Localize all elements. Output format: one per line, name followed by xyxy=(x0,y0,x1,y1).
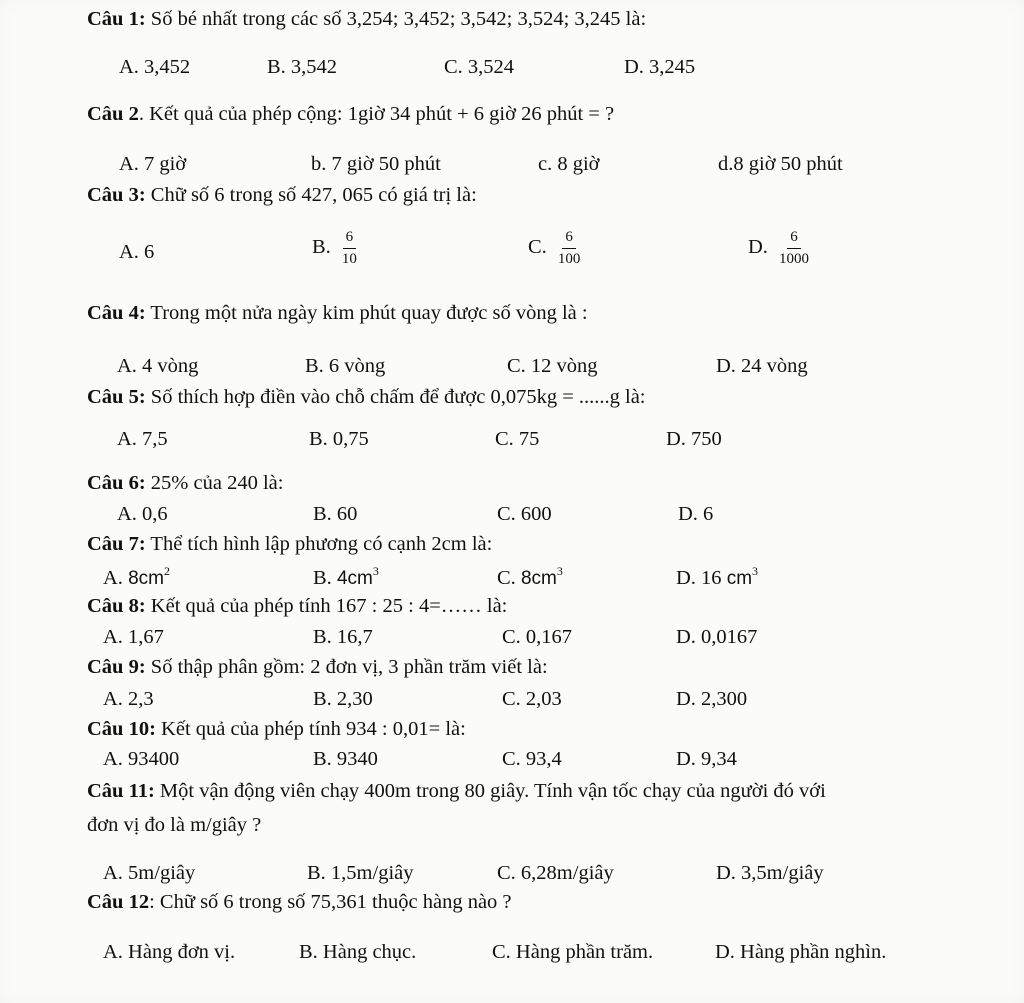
option-d: d.8 giờ 50 phút xyxy=(718,153,843,175)
question-6 xyxy=(87,472,283,495)
question-12 xyxy=(87,891,512,914)
option-a: A. Hàng đơn vị. xyxy=(103,941,236,963)
question-text: Chữ số 6 trong số 427, 065 có giá trị là: xyxy=(145,184,477,206)
option-d: D. 9,34 xyxy=(676,748,737,770)
fraction: $\frac{6}{100}$ xyxy=(557,229,581,267)
question-text: Số thập phân gồm: 2 đơn vị, 3 phần trăm viết là: xyxy=(145,656,548,678)
option-c: C. 0,167 xyxy=(502,626,573,648)
question-label: Câu 9: xyxy=(87,656,146,678)
option-b: B. Hàng chục. xyxy=(299,941,417,963)
option-c: C. $8cm^3$ xyxy=(497,564,563,589)
option-a: A. 0,6 xyxy=(117,503,168,525)
question-text: Kết quả của phép tính 167 : 25 : 4=…… là: xyxy=(145,595,508,617)
option-b: B. 6 vòng xyxy=(305,355,386,377)
option-c: C. 600 xyxy=(497,503,552,525)
question-text: . Kết quả của phép cộng: 1giờ 34 phút + 6 giờ 26 phút = ? xyxy=(138,103,615,125)
question-label: Câu 7: xyxy=(87,533,146,555)
question-label: Câu 12 xyxy=(87,891,150,913)
question-3 xyxy=(87,184,477,207)
question-7 xyxy=(87,533,492,556)
option-a: A. 7 giờ xyxy=(119,153,187,175)
question-10 xyxy=(87,718,466,741)
question-label: Câu 8: xyxy=(87,595,146,617)
question-11 xyxy=(87,780,826,803)
question-label: Câu 1: xyxy=(87,8,146,30)
option-c: C. 93,4 xyxy=(502,748,562,770)
option-a: A. 5m/giây xyxy=(103,862,196,884)
question-text: Số bé nhất trong các số 3,254; 3,452; 3,542; 3,524; 3,245 là: xyxy=(145,8,647,30)
question-2 xyxy=(87,103,614,126)
question-text: Một vận động viên chạy 400m trong 80 giây. Tính vận tốc chạy của người đó với xyxy=(154,780,826,802)
option-b: B. 16,7 xyxy=(313,626,373,648)
option-b: B. $4cm^3$ xyxy=(313,564,379,589)
option-d: D. 3,5m/giây xyxy=(716,862,824,884)
question-4 xyxy=(87,302,588,325)
option-d: D. 3,245 xyxy=(624,56,696,78)
option-d: D. Hàng phần nghìn. xyxy=(715,941,887,963)
question-label: Câu 4: xyxy=(87,302,146,324)
question-label: Câu 10: xyxy=(87,718,156,740)
question-label: Câu 6: xyxy=(87,472,146,494)
question-text: Số thích hợp điền vào chỗ chấm để được 0,075kg = ......g là: xyxy=(145,386,646,408)
question-text: : Chữ số 6 trong số 75,361 thuộc hàng nào ? xyxy=(149,891,512,913)
option-b: B. 3,542 xyxy=(267,56,338,78)
fraction: $\frac{6}{1000}$ xyxy=(778,229,809,267)
option-d: D. $\frac{6}{1000}$ xyxy=(748,230,812,267)
option-b: B. $\frac{6}{10}$ xyxy=(312,230,360,267)
option-a: A. 3,452 xyxy=(119,56,191,78)
option-c: C. 2,03 xyxy=(502,688,562,710)
question-11-continuation: đơn vị đo là m/giây ? xyxy=(87,814,262,836)
option-b: B. 1,5m/giây xyxy=(307,862,414,884)
option-c: c. 8 giờ xyxy=(538,153,600,175)
option-c: C. 3,524 xyxy=(444,56,515,78)
question-5 xyxy=(87,386,646,409)
option-d: D. 24 vòng xyxy=(716,355,808,377)
option-b: B. 2,30 xyxy=(313,688,373,710)
question-text: Trong một nửa ngày kim phút quay được số vòng là : xyxy=(145,302,588,324)
option-b: B. 0,75 xyxy=(309,428,369,450)
question-9 xyxy=(87,656,548,679)
question-1 xyxy=(87,8,646,31)
option-b: B. 9340 xyxy=(313,748,378,770)
option-d: D. 0,0167 xyxy=(676,626,758,648)
fraction: $\frac{6}{10}$ xyxy=(341,229,357,267)
option-c: C. Hàng phần trăm. xyxy=(492,941,654,963)
option-a: A. 93400 xyxy=(103,748,180,770)
question-label: Câu 5: xyxy=(87,386,146,408)
option-c: C. 75 xyxy=(495,428,540,450)
option-a: A. 2,3 xyxy=(103,688,154,710)
option-c: C. 12 vòng xyxy=(507,355,598,377)
option-d: D. 2,300 xyxy=(676,688,748,710)
question-label: Câu 11: xyxy=(87,780,155,802)
question-text: Kết quả của phép tính 934 : 0,01= là: xyxy=(155,718,466,740)
option-a: A. 4 vòng xyxy=(117,355,199,377)
option-d: D. 6 xyxy=(678,503,714,525)
question-label: Câu 2 xyxy=(87,103,139,125)
question-8 xyxy=(87,595,507,618)
option-c: C. $\frac{6}{100}$ xyxy=(528,230,583,267)
question-label: Câu 3: xyxy=(87,184,146,206)
option-d: D. 16 $cm^3$ xyxy=(676,564,759,589)
option-c: C. 6,28m/giây xyxy=(497,862,614,884)
option-a: A. 7,5 xyxy=(117,428,168,450)
question-text: Thể tích hình lập phương có cạnh 2cm là: xyxy=(145,533,493,555)
option-d: D. 750 xyxy=(666,428,722,450)
option-a: A. 6 xyxy=(119,241,155,263)
question-text: 25% của 240 là: xyxy=(145,472,284,494)
option-b: b. 7 giờ 50 phút xyxy=(311,153,441,175)
option-a: A. $8cm^2$ xyxy=(103,564,170,589)
option-b: B. 60 xyxy=(313,503,358,525)
option-a: A. 1,67 xyxy=(103,626,164,648)
